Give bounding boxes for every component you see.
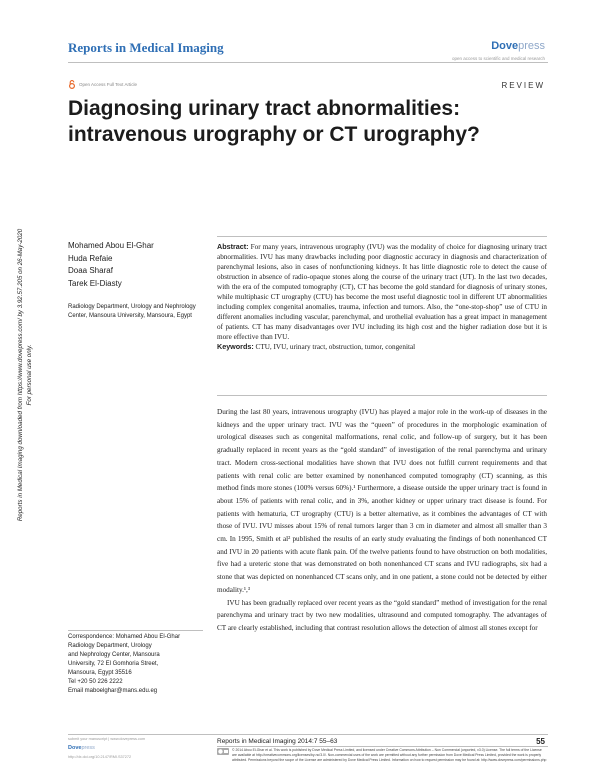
- license-text: © 2014 Abou El-Ghar et al. This work is published by Dove Medical Press Limited, and licensed under Creative Commons Attribution – Non Commercial (unported, v3.0) License. The full terms of the License are available at http://creativecommons.org/licenses/by-nc/3.0/. Non-commercial uses of the work are permitted without any further permission from Dove Medical Press Limited, provided the work is properly attributed. Permissions beyond the scope of the License are administered by Dove Medical Press Limited. Information on how to request permission may be found at: http://www.dovepress.com/permissions.php: [232, 748, 547, 762]
- journal-title: Reports in Medical Imaging: [68, 40, 224, 55]
- publisher-logo-dove: Dove: [491, 40, 519, 52]
- open-access-label: Open Access Full Text Article: [79, 82, 137, 87]
- article-type: REVIEW: [501, 81, 545, 90]
- body-text: [217, 406, 547, 635]
- download-notice-line2: For personal use only.: [26, 344, 33, 406]
- correspondence-email[interactable]: Email maboelghar@mans.edu.eg: [68, 688, 158, 694]
- correspondence-divider: [68, 630, 203, 631]
- correspondence: [68, 633, 213, 696]
- footer-logo: [68, 745, 95, 751]
- citation: Reports in Medical Imaging 2014:7 55–63: [217, 738, 338, 745]
- header-divider: [68, 62, 548, 63]
- author-name: Doaa Sharaf: [68, 266, 113, 275]
- creative-commons-icon: [217, 748, 229, 755]
- correspondence-line: Radiology Department, Urology: [68, 643, 152, 649]
- abstract: [217, 236, 547, 352]
- correspondence-line: Mansoura, Egypt 35516: [68, 670, 132, 676]
- download-notice: [16, 229, 34, 521]
- open-access-badge: [68, 80, 137, 89]
- body-paragraph: IVU has been gradually replaced over recent years as the “gold standard” method of investigation for the renal parenchyma and urinary tract by two new modalities, ultrasound and computed tomography. The advantages of CT are clearly established, including that contrast resolution allows the detection of almost all stones except for: [217, 598, 547, 632]
- footer-divider: [68, 734, 548, 735]
- abstract-divider: [217, 395, 547, 396]
- author-name: Mohamed Abou El-Ghar: [68, 241, 154, 250]
- correspondence-label: Correspondence: Mohamed Abou El-Ghar: [68, 634, 181, 640]
- doi-link[interactable]: http://dx.doi.org/10.2147/RMI.S37272: [68, 755, 132, 759]
- page-number: 55: [536, 737, 545, 746]
- author-name: Huda Refaie: [68, 253, 113, 263]
- license-divider: [217, 746, 548, 747]
- correspondence-line: Tel +20 50 226 2222: [68, 679, 123, 685]
- footer-logo-dove: Dove: [68, 745, 82, 751]
- footer-logo-press: press: [81, 745, 95, 751]
- author-name: Tarek El-Diasty: [68, 278, 122, 288]
- publisher-logo: [491, 40, 545, 52]
- body-paragraph: During the last 80 years, intravenous urography (IVU) has played a major role in the work-up of diseases in the kidneys and the upper urinary tract. IVU was the “queen” of procedures in the morphologic examination of urological diseases such as congenital malformations, renal colic, and follow-up of surgery, but it has been gradually replaced in recent years as the “gold standard” of investigation of the renal parenchyma and urinary tract. Modern cross-sectional modalities have shown that IVU does not fulfill current requirements and that patients with renal colic are better examined by nonenhanced computed tomography (CT) scanning, as this method finds more stones (100% versus 60%).¹ Furthermore, a disease outside the upper urinary tract is found in about 15% of patients with renal colic, and in 3%, another kidney or upper urinary tract disease is found. For patients with hematuria, CT urography (CTU) is a better alternative, as it combines the advantages of CT with those of IVU. IVU misses about 15% of renal tumors larger than 3 cm in diameter and almost all smaller than 3 cm. In 1995, Smith et al² published the results of an early study evaluating the findings of both nonenhanced CT and IVU in 20 patients with acute flank pain. Of the twelve patients found to have obstruction on both modalities, five had a ureteric stone that was demonstrated on both nonenhanced CT scans and IVU radiographs, six had a stone that was depicted on nonenhanced CT scans only, and in one patient, a stone could not be detected by either modality.¹,³: [217, 408, 547, 594]
- submit-link[interactable]: submit your manuscript | www.dovepress.com: [68, 737, 146, 741]
- article-title: Diagnosing urinary tract abnormalities: intravenous urography or CT urography?: [68, 97, 480, 146]
- author-list: [68, 240, 154, 290]
- publisher-tagline: open access to scientific and medical research: [451, 56, 545, 61]
- affiliation: Radiology Department, Urology and Nephrology Center, Mansoura University, Mansoura, Egypt: [68, 304, 196, 319]
- license-block: [217, 748, 547, 763]
- correspondence-line: University, 72 El Gomhoria Street,: [68, 661, 159, 667]
- download-notice-line1: Reports in Medical Imaging downloaded from https://www.dovepress.com/ by 3.92.57.205 on 26-May-2020: [17, 228, 24, 522]
- download-sidebar: [11, 150, 39, 600]
- correspondence-line: and Nephrology Center, Mansoura: [68, 652, 160, 658]
- abstract-text: For many years, intravenous urography (IVU) was the modality of choice for diagnosing urinary tract abnormalities. IVU has many drawbacks including poor diagnostic accuracy in diagnosis and characterization of parenchymal lesions, also in cases of nonfunctioning kidneys. It has little diagnostic role to detect the cause of obstruction in absence of radio-opaque stones along the course of the urinary tract (UT). In the last two decades, with the era of the computed tomography (CT), CT has become the gold standard for diagnosis of urinary stones, while multiphasic CT urography (CTU) has become the most useful diagnostic tool in different UT abnormalities including complex congenital anomalies, trauma, infection and tumors. Also, the “one-stop-shop” use of CTU in different anomalies including vascular, parenchymal, and urothelial evaluation has a great impact in management of patients. CT has many disadvantages over IVU including its high cost and the higher radiation dose but it is more effective than IVU.: [217, 243, 547, 341]
- abstract-label: Abstract:: [217, 242, 249, 251]
- publisher-logo-press: press: [518, 40, 545, 52]
- keywords-label: Keywords:: [217, 342, 254, 351]
- open-access-icon: [68, 80, 76, 89]
- keywords-text: CTU, IVU, urinary tract, obstruction, tumor, congenital: [255, 343, 416, 351]
